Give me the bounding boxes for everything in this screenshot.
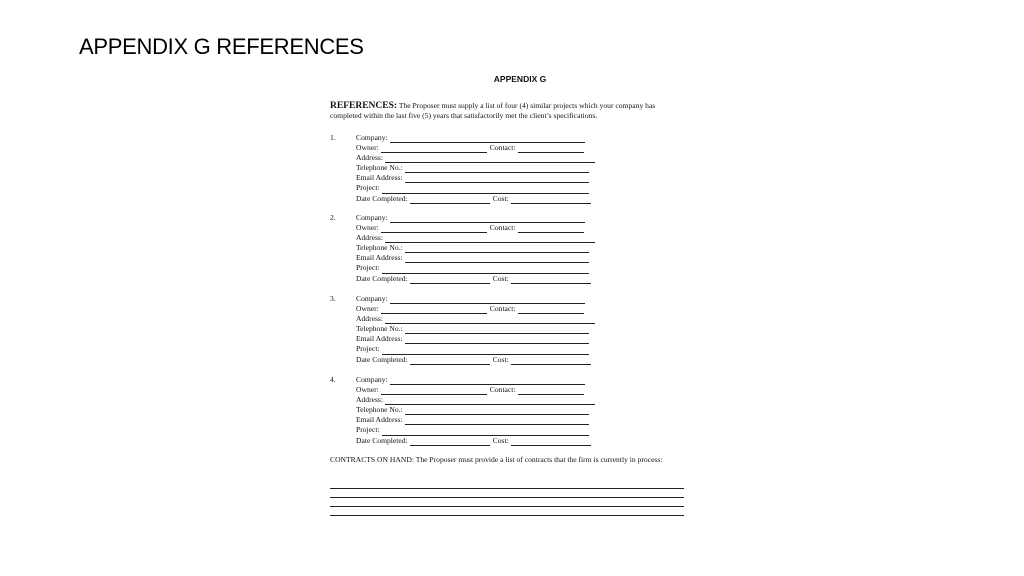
address-field[interactable]	[385, 235, 595, 243]
cost-field[interactable]	[511, 276, 591, 284]
date-completed-label: Date Completed:	[356, 273, 408, 283]
reference-number: 3.	[330, 294, 336, 303]
owner-field[interactable]	[381, 306, 487, 314]
cost-label: Cost:	[492, 193, 509, 203]
date-completed-field[interactable]	[410, 357, 490, 365]
email-label: Email Address:	[356, 173, 403, 183]
company-label: Company:	[356, 133, 388, 142]
slide-title: APPENDIX G REFERENCES	[79, 34, 364, 59]
project-label: Project:	[356, 344, 380, 354]
owner-label: Owner:	[356, 143, 379, 153]
email-field[interactable]	[405, 255, 589, 263]
contact-label: Contact:	[489, 304, 516, 314]
project-field[interactable]	[382, 266, 589, 274]
telephone-field[interactable]	[405, 165, 589, 173]
project-label: Project:	[356, 425, 380, 435]
contact-label: Contact:	[489, 223, 516, 233]
date-completed-field[interactable]	[410, 276, 490, 284]
company-label: Company:	[356, 213, 388, 222]
email-field[interactable]	[405, 417, 589, 425]
date-completed-field[interactable]	[410, 438, 490, 446]
company-field[interactable]	[390, 215, 585, 223]
cost-label: Cost:	[492, 273, 509, 283]
email-field[interactable]	[405, 336, 589, 344]
email-label: Email Address:	[356, 253, 403, 263]
cost-field[interactable]	[511, 357, 591, 365]
telephone-field[interactable]	[405, 407, 589, 415]
company-field[interactable]	[390, 377, 585, 385]
project-label: Project:	[356, 183, 380, 193]
reference-number: 4.	[330, 375, 336, 384]
cost-field[interactable]	[511, 196, 591, 204]
telephone-label: Telephone No.:	[356, 243, 403, 253]
reference-number: 1.	[330, 133, 336, 142]
contact-label: Contact:	[489, 385, 516, 395]
email-field[interactable]	[405, 175, 589, 183]
references-intro	[330, 101, 688, 121]
project-field[interactable]	[382, 347, 589, 355]
address-field[interactable]	[385, 316, 595, 324]
telephone-field[interactable]	[405, 245, 589, 253]
project-label: Project:	[356, 263, 380, 273]
owner-field[interactable]	[381, 387, 487, 395]
telephone-label: Telephone No.:	[356, 163, 403, 173]
owner-field[interactable]	[381, 145, 487, 153]
contracts-line[interactable]	[330, 497, 684, 498]
address-label: Address:	[356, 233, 383, 243]
date-completed-label: Date Completed:	[356, 193, 408, 203]
company-label: Company:	[356, 375, 388, 384]
email-label: Email Address:	[356, 415, 403, 425]
project-field[interactable]	[382, 186, 589, 194]
project-field[interactable]	[382, 428, 589, 436]
appendix-heading: APPENDIX G	[493, 74, 547, 84]
contracts-on-hand: CONTRACTS ON HAND: The Proposer must provide a list of contracts that the firm is currently in process:	[330, 455, 663, 464]
contact-label: Contact:	[489, 143, 516, 153]
company-field[interactable]	[390, 296, 585, 304]
owner-label: Owner:	[356, 223, 379, 233]
contact-field[interactable]	[518, 145, 584, 153]
owner-label: Owner:	[356, 304, 379, 314]
cost-label: Cost:	[492, 435, 509, 445]
address-field[interactable]	[385, 155, 595, 163]
email-label: Email Address:	[356, 334, 403, 344]
owner-field[interactable]	[381, 225, 487, 233]
references-text: The Proposer must supply a list of four (4) similar projects which your company has completed within the last five (5) years that satisfactorily met the client’s specifications.	[330, 101, 656, 120]
cost-label: Cost:	[492, 354, 509, 364]
owner-label: Owner:	[356, 385, 379, 395]
contracts-line[interactable]	[330, 506, 684, 507]
date-completed-label: Date Completed:	[356, 354, 408, 364]
telephone-field[interactable]	[405, 326, 589, 334]
date-completed-field[interactable]	[410, 196, 490, 204]
address-field[interactable]	[385, 397, 595, 405]
contracts-line[interactable]	[330, 488, 684, 489]
date-completed-label: Date Completed:	[356, 435, 408, 445]
company-field[interactable]	[390, 135, 585, 143]
telephone-label: Telephone No.:	[356, 405, 403, 415]
address-label: Address:	[356, 153, 383, 163]
cost-field[interactable]	[511, 438, 591, 446]
contact-field[interactable]	[518, 387, 584, 395]
telephone-label: Telephone No.:	[356, 324, 403, 334]
contact-field[interactable]	[518, 225, 584, 233]
contact-field[interactable]	[518, 306, 584, 314]
address-label: Address:	[356, 314, 383, 324]
address-label: Address:	[356, 395, 383, 405]
contracts-line[interactable]	[330, 515, 684, 516]
company-label: Company:	[356, 294, 388, 303]
references-label: REFERENCES:	[330, 101, 398, 111]
reference-number: 2.	[330, 213, 336, 222]
